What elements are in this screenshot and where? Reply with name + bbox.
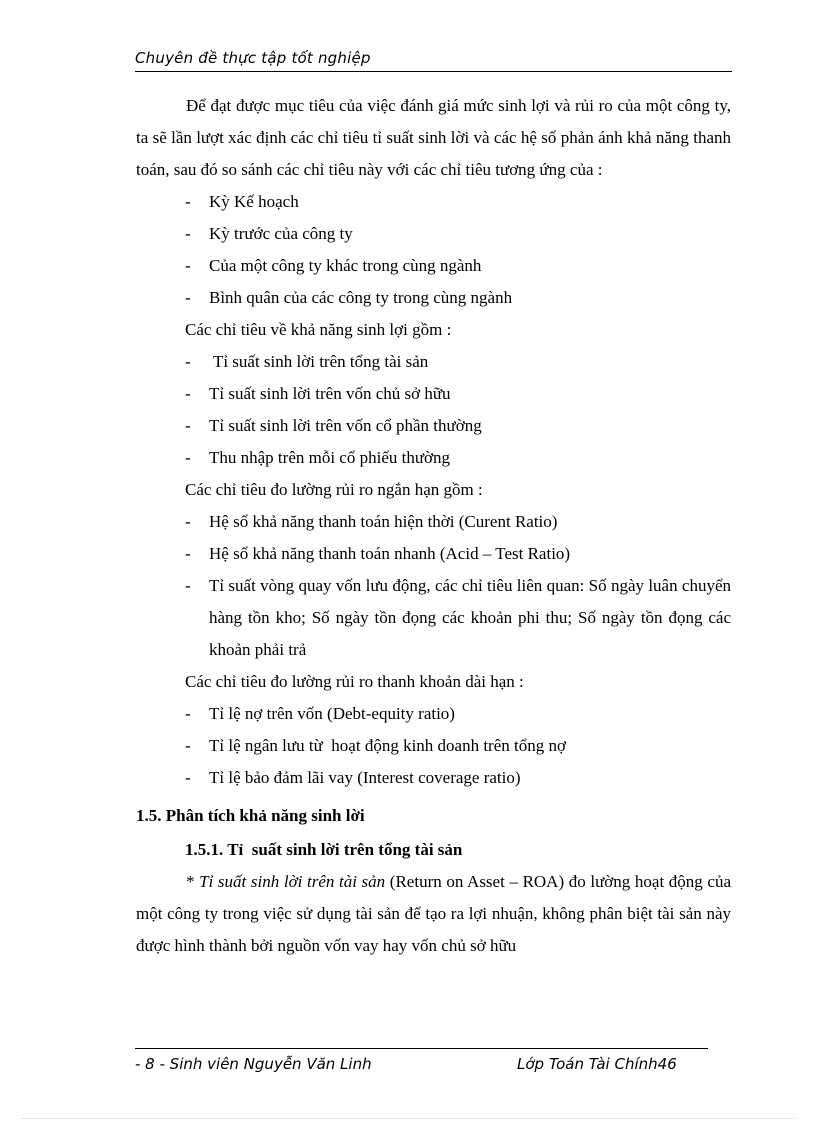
roa-lead: * bbox=[186, 872, 200, 891]
page-break-divider bbox=[20, 1118, 796, 1119]
roa-term: Tỉ suất sinh lời trên tài sản bbox=[199, 872, 386, 891]
roa-paragraph bbox=[136, 866, 731, 962]
dash-bullet: - bbox=[185, 768, 191, 787]
list-item: - Kỳ trước của công ty bbox=[136, 218, 731, 250]
intro-paragraph: Để đạt được mục tiêu của việc đánh giá mức sinh lợi và rủi ro của một công ty, ta sẽ lần lượt xác định các chỉ tiêu tỉ suất sinh lời và các hệ số phản ánh khả năng thanh toán, sau đó so sánh các chỉ tiêu này với các chỉ tiêu tương ứng của : bbox=[136, 96, 731, 179]
section-heading: 1.5. Phân tích khả năng sinh lời bbox=[136, 806, 365, 825]
profitability-label: Các chỉ tiêu về khả năng sinh lợi gồm : bbox=[185, 320, 452, 339]
dash-bullet: - bbox=[185, 736, 191, 755]
dash-bullet: - bbox=[185, 448, 191, 467]
header-rule bbox=[135, 71, 732, 72]
dash-bullet: - bbox=[185, 224, 191, 243]
list-item: - Tỉ suất vòng quay vốn lưu động, các chỉ tiêu liên quan: Số ngày luân chuyển hàng tồn kho; Số ngày tồn đọng các khoản phi thu; Số ngày tồn đọng các khoản phải trả bbox=[136, 570, 731, 666]
footer-class: Lớp Toán Tài Chính46 bbox=[517, 1055, 677, 1073]
dash-bullet: - bbox=[185, 544, 191, 563]
list-item: - Kỳ Kế hoạch bbox=[136, 186, 731, 218]
dash-bullet: - bbox=[185, 704, 191, 723]
footer-page-author: - 8 - Sinh viên Nguyễn Văn Linh bbox=[135, 1055, 372, 1073]
running-header: Chuyên đề thực tập tốt nghiệp bbox=[135, 49, 371, 67]
list-item: - Hệ số khả năng thanh toán hiện thời (Curent Ratio) bbox=[136, 506, 731, 538]
list-item: - Của một công ty khác trong cùng ngành bbox=[136, 250, 731, 282]
list-item: - Tỉ lệ nợ trên vốn (Debt-equity ratio) bbox=[136, 698, 731, 730]
list-item: - Bình quân của các công ty trong cùng ngành bbox=[136, 282, 731, 314]
short-term-risk-label: Các chỉ tiêu đo lường rủi ro ngắn hạn gồm : bbox=[185, 480, 483, 499]
long-term-risk-label: Các chỉ tiêu đo lường rủi ro thanh khoản dài hạn : bbox=[185, 672, 524, 691]
list-item: - Tỉ lệ ngân lưu từ hoạt động kinh doanh trên tổng nợ bbox=[136, 730, 731, 762]
dash-bullet: - bbox=[185, 192, 191, 211]
list-item: - Tỉ suất sinh lời trên vốn cổ phần thường bbox=[136, 410, 731, 442]
dash-bullet: - bbox=[185, 416, 191, 435]
dash-bullet: - bbox=[185, 384, 191, 403]
roa-text: (Return on Asset – ROA) đo lường hoạt động của một công ty trong việc sử dụng tài sản để tạo ra lợi nhuận, không phân biệt tài sản này được hình thành bởi nguồn vốn vay hay vốn chủ sở hữu bbox=[136, 872, 732, 955]
dash-bullet: - bbox=[185, 288, 191, 307]
dash-bullet: - bbox=[185, 352, 191, 371]
list-item: - Hệ số khả năng thanh toán nhanh (Acid – Test Ratio) bbox=[136, 538, 731, 570]
list-item: - Tỉ lệ bảo đảm lãi vay (Interest coverage ratio) bbox=[136, 762, 731, 794]
list-item: - Thu nhập trên mỗi cổ phiếu thường bbox=[136, 442, 731, 474]
list-item: - Tỉ suất sinh lời trên vốn chủ sở hữu bbox=[136, 378, 731, 410]
subsection-heading: 1.5.1. Tỉ suất sinh lời trên tổng tài sản bbox=[185, 840, 463, 859]
dash-bullet: - bbox=[185, 576, 191, 595]
dash-bullet: - bbox=[185, 512, 191, 531]
dash-bullet: - bbox=[185, 256, 191, 275]
page-body bbox=[136, 90, 731, 962]
footer-rule bbox=[135, 1048, 708, 1049]
list-item: - Tỉ suất sinh lời trên tổng tài sản bbox=[136, 346, 731, 378]
